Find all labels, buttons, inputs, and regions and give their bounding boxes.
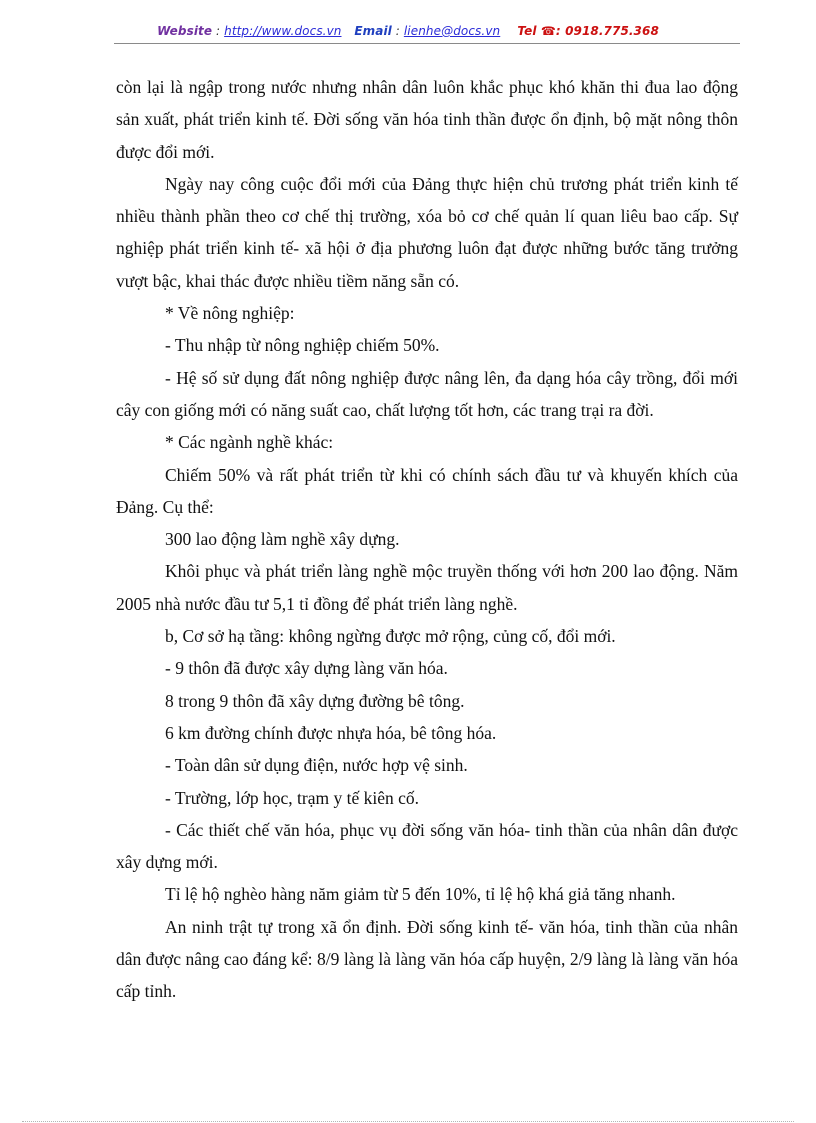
website-label: Website <box>157 24 213 38</box>
footer-divider <box>22 1121 794 1122</box>
list-item: - Thu nhập từ nông nghiệp chiếm 50%. <box>165 335 440 356</box>
list-item: - 9 thôn đã được xây dựng làng văn hóa. <box>165 658 448 679</box>
website-separator: : <box>212 24 225 38</box>
email-label: Email <box>354 24 392 38</box>
list-item: 8 trong 9 thôn đã xây dựng đường bê tông. <box>165 690 465 711</box>
paragraph: Khôi phục và phát triển làng nghề mộc truyền thống với hơn 200 lao động. Năm 2005 nhà nước đầu tư 5,1 tỉ đồng để phát triển làng nghề. <box>116 561 738 614</box>
paragraph: 300 lao động làm nghề xây dựng. <box>165 529 400 550</box>
document-body <box>116 71 738 1008</box>
section-heading: * Các ngành nghề khác: <box>165 432 334 453</box>
tel-label: Tel <box>517 24 537 38</box>
paragraph: An ninh trật tự trong xã ổn định. Đời sống kinh tế- văn hóa, tinh thần của nhân dân được nâng cao đáng kể: 8/9 làng là làng văn hóa cấp huyện, 2/9 làng là làng văn hóa cấp tỉnh. <box>116 916 738 1002</box>
section-heading: b, Cơ sở hạ tầng: không ngừng được mở rộng, củng cố, đổi mới. <box>165 626 616 647</box>
website-link[interactable]: http://www.docs.vn <box>224 24 342 38</box>
paragraph: Ngày nay công cuộc đổi mới của Đảng thực hiện chủ trương phát triển kinh tế nhiều thành phần theo cơ chế thị trường, xóa bỏ cơ chế quản lí quan liêu bao cấp. Sự nghiệp phát triển kinh tế- xã hội ở địa phương luôn đạt được những bước tăng trưởng vượt bậc, khai thác được nhiều tiềm năng sẵn có. <box>116 173 738 291</box>
phone-icon: ☎ <box>540 24 556 38</box>
paragraph: Chiếm 50% và rất phát triển từ khi có chính sách đầu tư và khuyến khích của Đảng. Cụ thể: <box>116 464 738 517</box>
page-header <box>0 24 816 38</box>
list-item: - Trường, lớp học, trạm y tế kiên cố. <box>165 787 420 808</box>
tel-number: : 0918.775.368 <box>555 24 659 38</box>
list-item: - Toàn dân sử dụng điện, nước hợp vệ sinh. <box>165 755 468 776</box>
list-item: - Các thiết chế văn hóa, phục vụ đời sống văn hóa- tinh thần của nhân dân được xây dựng mới. <box>116 819 738 873</box>
paragraph: Tỉ lệ hộ nghèo hàng năm giảm từ 5 đến 10%, tỉ lệ hộ khá giả tăng nhanh. <box>165 884 676 905</box>
list-item: 6 km đường chính được nhựa hóa, bê tông hóa. <box>165 722 497 743</box>
email-separator: : <box>391 24 404 38</box>
section-heading: * Về nông nghiệp: <box>165 303 295 324</box>
paragraph: còn lại là ngập trong nước nhưng nhân dân luôn khắc phục khó khăn thi đua lao động sản xuất, phát triển kinh tế. Đời sống văn hóa tinh thần được ổn định, bộ mặt nông thôn được đổi mới. <box>116 77 738 162</box>
header-divider <box>114 43 740 44</box>
list-item: - Hệ số sử dụng đất nông nghiệp được nâng lên, đa dạng hóa cây trồng, đổi mới cây con giống mới có năng suất cao, chất lượng tốt hơn, các trang trại ra đời. <box>116 367 738 420</box>
email-link[interactable]: lienhe@docs.vn <box>403 24 501 38</box>
